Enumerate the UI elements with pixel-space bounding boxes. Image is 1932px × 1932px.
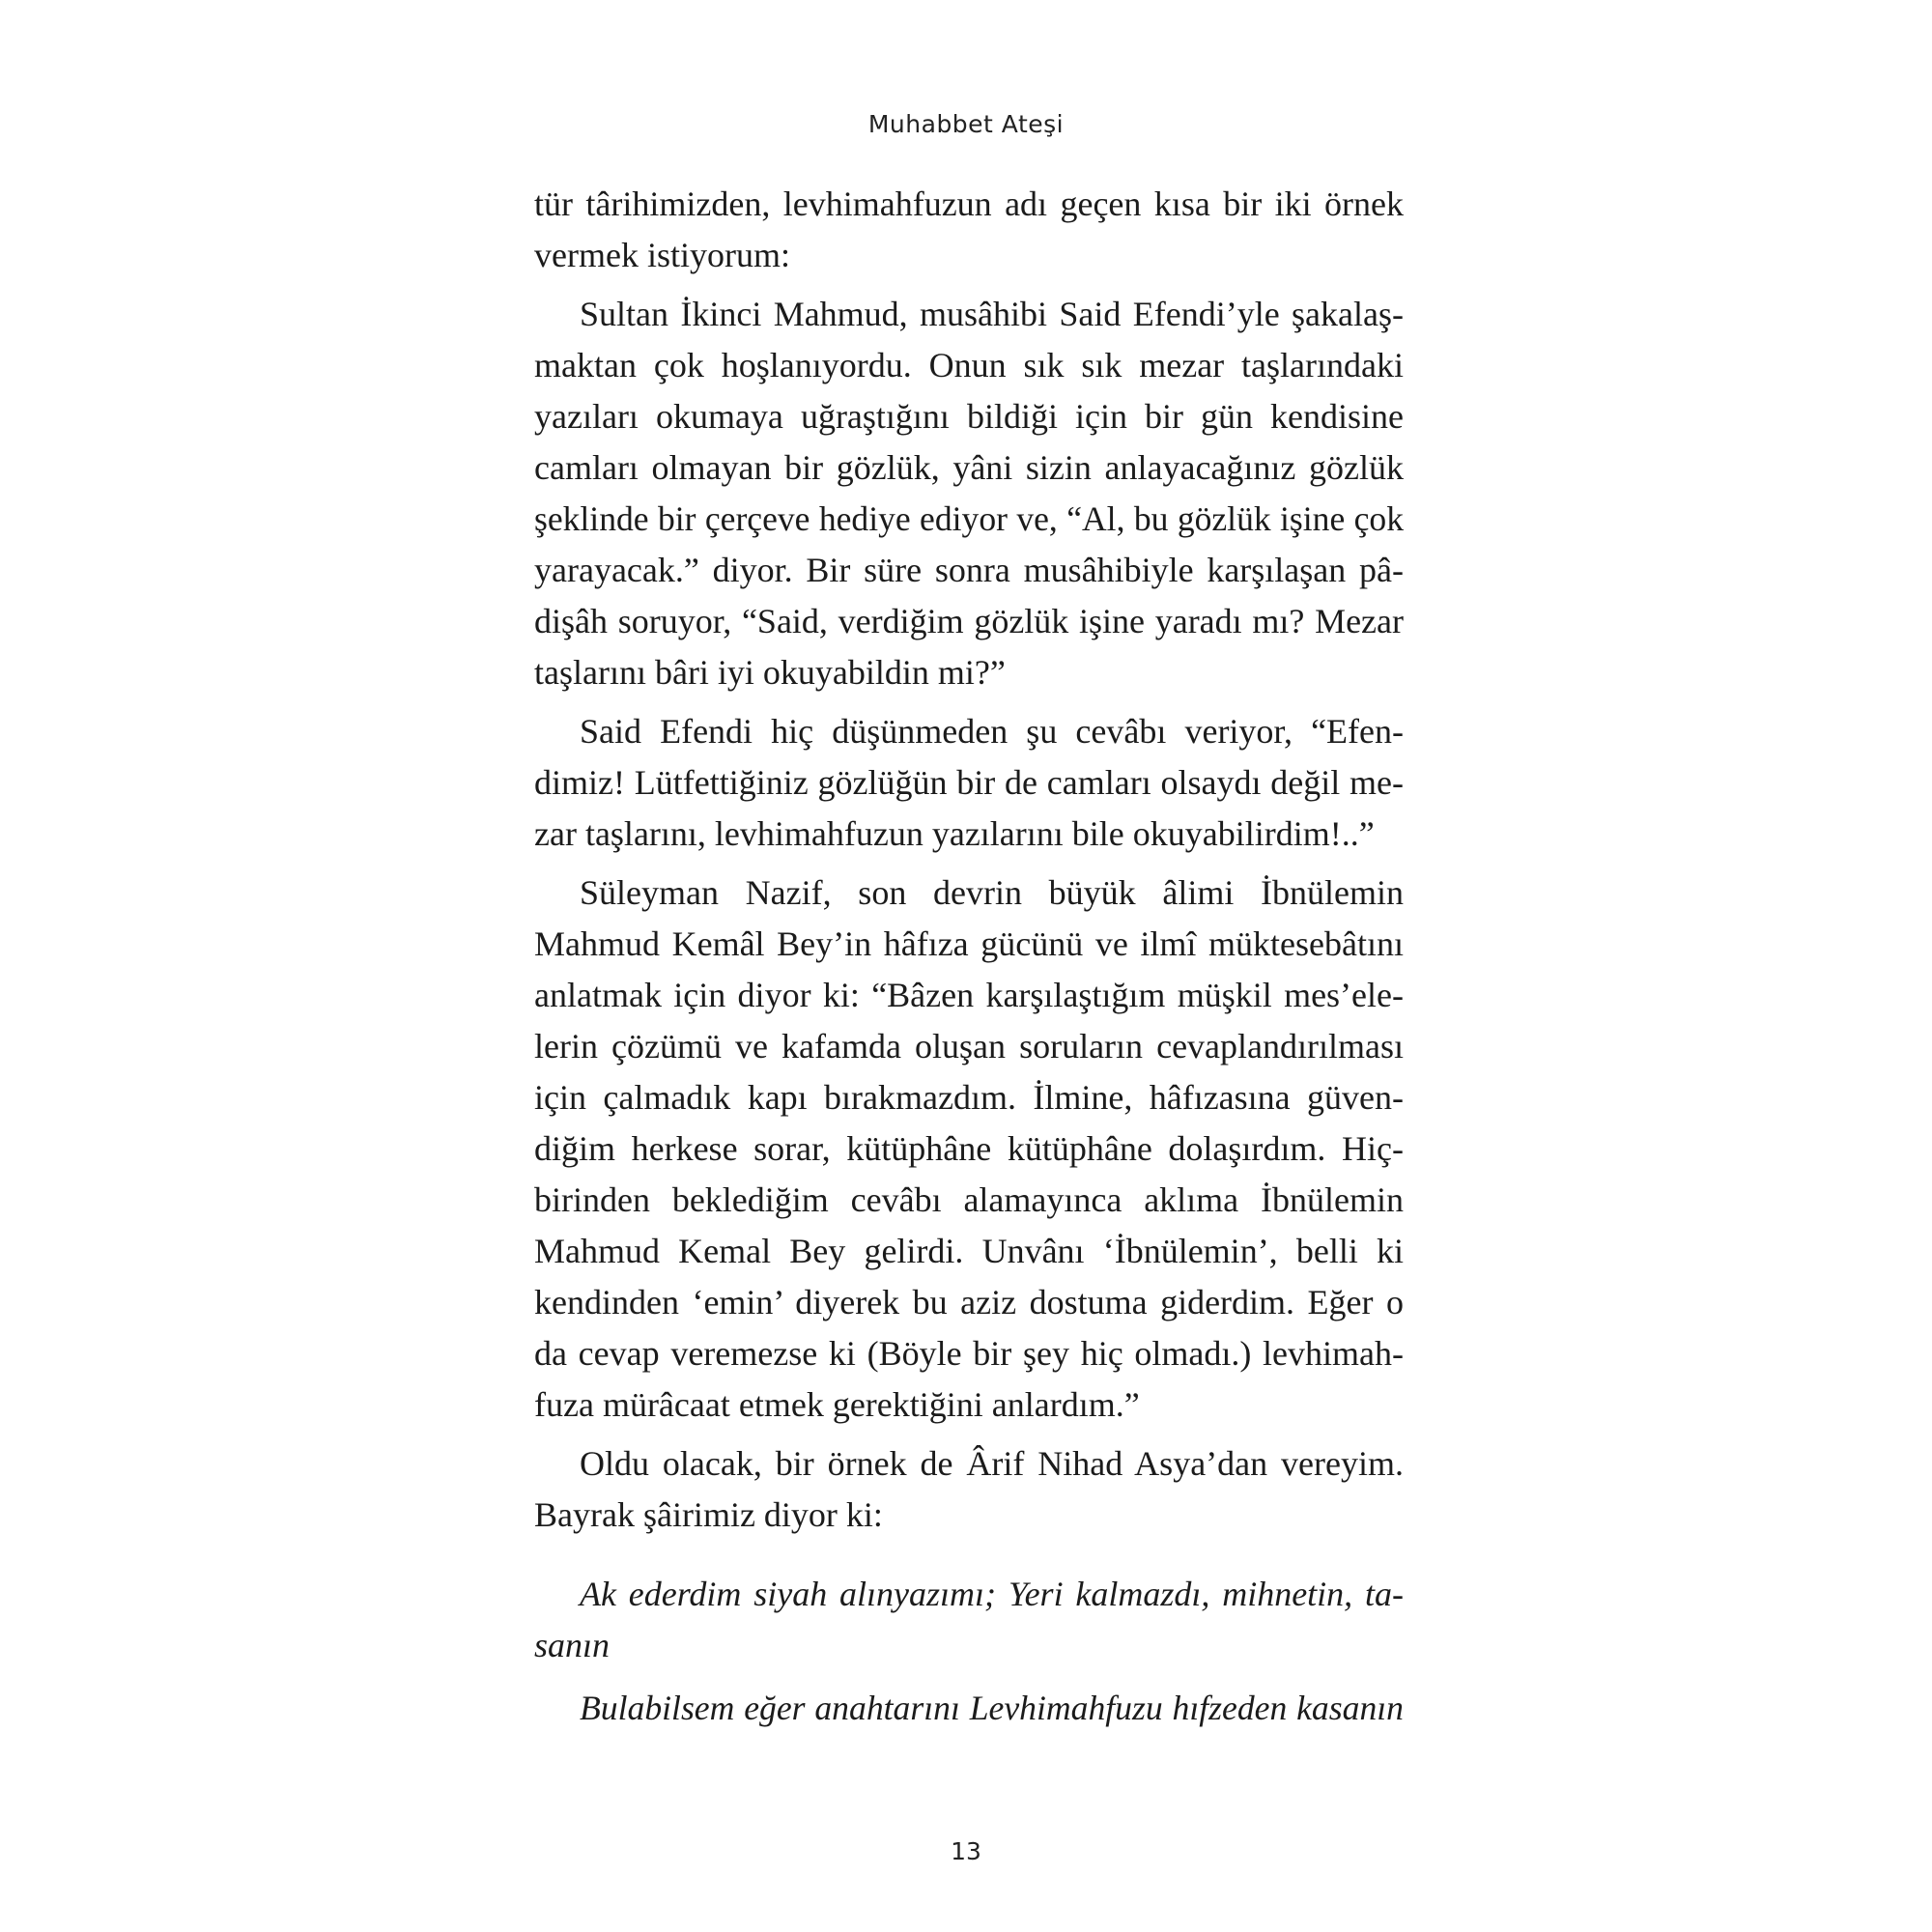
text-line: camları olmayan bir gözlük, yâni sizin anlayacağınız gözlük <box>534 448 1404 487</box>
text-line: kendinden ‘emin’ diyerek bu aziz dostuma giderdim. Eğer o <box>534 1283 1404 1321</box>
text-line: zar taşlarını, levhimahfuzun yazılarını bile okuyabilirdim!..” <box>534 814 1375 853</box>
text-line: birinden beklediğim cevâbı alamayınca aklıma İbnülemin <box>534 1180 1404 1219</box>
text-line: da cevap veremezse ki (Böyle bir şey hiç olmadı.) levhimah- <box>534 1334 1404 1373</box>
text-line: dimiz! Lütfettiğiniz gözlüğün bir de camları olsaydı değil me- <box>534 763 1404 802</box>
text-line: için çalmadık kapı bırakmazdım. İlmine, hâfızasına güven- <box>534 1078 1404 1117</box>
text-line: Süleyman Nazif, son devrin büyük âlimi İbnülemin <box>580 873 1404 912</box>
poem-line: Bulabilsem eğer anahtarını Levhimahfuzu hıfzeden kasanın <box>580 1689 1404 1727</box>
text-line: yazıları okumaya uğraştığını bildiği için bir gün kendisine <box>534 397 1404 436</box>
text-line: vermek istiyorum: <box>534 236 790 274</box>
text-line: Sultan İkinci Mahmud, musâhibi Said Efendi’yle şakalaş- <box>580 295 1404 333</box>
text-line: maktan çok hoşlanıyordu. Onun sık sık mezar taşlarındaki <box>534 346 1404 384</box>
text-line: taşlarını bâri iyi okuyabildin mi?” <box>534 653 1006 692</box>
text-line: Oldu olacak, bir örnek de Ârif Nihad Asya’dan vereyim. <box>580 1444 1404 1483</box>
poem-line: Ak ederdim siyah alınyazımı; Yeri kalmazdı, mihnetin, ta- <box>580 1575 1404 1613</box>
text-line: tür târihimizden, levhimahfuzun adı geçen kısa bir iki örnek <box>534 185 1404 223</box>
poem-line: sanın <box>534 1626 611 1664</box>
text-line: lerin çözümü ve kafamda oluşan soruların cevaplandırılması <box>534 1027 1404 1065</box>
text-line: Mahmud Kemâl Bey’in hâfıza gücünü ve ilmî müktesebâtını <box>534 924 1404 963</box>
page-number: 13 <box>951 1837 981 1865</box>
text-line: diğim herkese sorar, kütüphâne kütüphâne dolaşırdım. Hiç- <box>534 1129 1404 1168</box>
text-line: Bayrak şâirimiz diyor ki: <box>534 1495 883 1534</box>
text-line: Said Efendi hiç düşünmeden şu cevâbı veriyor, “Efen- <box>580 712 1404 751</box>
text-line: yarayacak.” diyor. Bir süre sonra musâhibiyle karşılaşan pâ- <box>534 551 1404 589</box>
text-line: fuza mürâcaat etmek gerektiğini anlardım.” <box>534 1385 1140 1424</box>
text-line: Mahmud Kemal Bey gelirdi. Unvânı ‘İbnülemin’, belli ki <box>534 1232 1404 1270</box>
text-line: şeklinde bir çerçeve hediye ediyor ve, “Al, bu gözlük işine çok <box>534 499 1404 538</box>
text-line: anlatmak için diyor ki: “Bâzen karşılaştığım müşkil mes’ele- <box>534 976 1404 1014</box>
running-head: Muhabbet Ateşi <box>867 110 1065 138</box>
text-line: dişâh soruyor, “Said, verdiğim gözlük işine yaradı mı? Mezar <box>534 602 1404 640</box>
